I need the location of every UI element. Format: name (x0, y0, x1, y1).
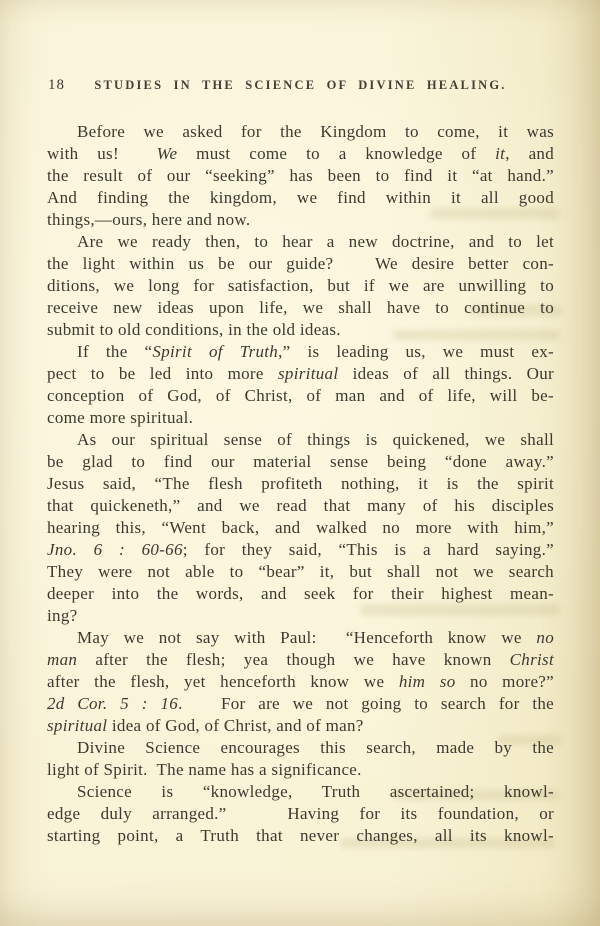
text-line (47, 209, 554, 231)
text-run: Before we asked for the Kingdom to come, it was (77, 122, 554, 141)
italic-run: Spirit of Truth (152, 342, 279, 361)
text-line (47, 627, 554, 649)
italic-run: man (47, 650, 78, 669)
text-run: hearing this, “Went back, and walked no more with him,” (47, 518, 554, 537)
text-run: They were not able to “bear” it, but shall not we search (47, 562, 554, 581)
text-run: Divine Science encourages this search, made by the (77, 738, 554, 757)
text-line (47, 385, 554, 407)
text-line (47, 583, 554, 605)
text-run: idea of God, of Christ, and of man? (107, 716, 364, 735)
text-run: the result of our “seeking” has been to find it “at hand.” (47, 166, 554, 185)
text-run: Are we ready then, to hear a new doctrine, and to let (77, 232, 554, 251)
text-line (47, 429, 554, 451)
text-run: Jesus said, “The flesh profiteth nothing, it is the spirit (47, 474, 554, 493)
text-run: pect to be led into more (47, 364, 279, 383)
paragraph (47, 781, 554, 847)
text-line (47, 253, 554, 275)
text-line (47, 341, 554, 363)
italic-run: it (495, 144, 506, 163)
text-line (47, 451, 554, 473)
text-run: must come to a knowledge of (177, 144, 496, 163)
text-run: receive new ideas upon life, we shall have to continue to (47, 298, 554, 317)
text-line (47, 715, 554, 737)
running-title: STUDIES IN THE SCIENCE OF DIVINE HEALING. (94, 78, 507, 92)
text-run: edge duly arranged.” Having for its foundation, or (47, 804, 554, 823)
paragraph (47, 429, 554, 627)
paragraph (47, 737, 554, 781)
text-line (47, 781, 554, 803)
text-run: May we not say with Paul: “Henceforth know we (77, 628, 537, 647)
text-run: that quickeneth,” and we read that many of his disciples (47, 496, 554, 515)
text-line (47, 517, 554, 539)
text-run: Science is “knowledge, Truth ascertained; knowl- (77, 782, 554, 801)
text-run: ; for they said, “This is a hard saying.” (182, 540, 554, 559)
text-run: conception of God, of Christ, of man and of life, will be- (47, 386, 554, 405)
text-line (47, 671, 554, 693)
text-run: be glad to find our material sense being “done away.” (47, 452, 554, 471)
text-run: ditions, we long for satisfaction, but if we are unwilling to (47, 276, 554, 295)
text-line (47, 737, 554, 759)
text-line (47, 363, 554, 385)
text-line (47, 407, 554, 429)
text-line (47, 187, 554, 209)
text-line (47, 649, 554, 671)
text-run: deeper into the words, and seek for their highest mean- (47, 584, 554, 603)
paragraph (47, 627, 554, 737)
text-run: ing? (47, 606, 78, 625)
body-text (47, 121, 554, 847)
text-run: ideas of all things. Our (338, 364, 554, 383)
italic-run: spiritual (278, 364, 339, 383)
text-run: , and (505, 144, 555, 163)
paragraph (47, 231, 554, 341)
text-run: with us! (47, 144, 157, 163)
text-line (47, 825, 554, 847)
text-line (47, 143, 554, 165)
text-run: . For are we not going to search for the (178, 694, 554, 713)
text-line (47, 495, 554, 517)
text-run: starting point, a Truth that never changes, all its knowl- (47, 826, 554, 845)
text-run: after the flesh; yea though we have known (77, 650, 510, 669)
paragraph (47, 121, 554, 231)
italic-run: Jno. 6 : 60-66 (47, 540, 183, 559)
italic-run: 2d Cor. 5 : 16 (47, 694, 179, 713)
text-run: And finding the kingdom, we find within it all good (47, 188, 554, 207)
text-line (47, 231, 554, 253)
text-line (47, 539, 554, 561)
text-run: no more?” (455, 672, 554, 691)
text-line (47, 693, 554, 715)
text-run: things,—ours, here and now. (47, 210, 251, 229)
text-line (47, 297, 554, 319)
italic-run: him so (398, 672, 456, 691)
text-line (47, 275, 554, 297)
text-run: As our spiritual sense of things is quickened, we shall (77, 430, 554, 449)
text-run: the light within us be our guide? We desire better con- (47, 254, 554, 273)
text-line (47, 319, 554, 341)
page-number: 18 (48, 77, 65, 93)
text-run: come more spiritual. (47, 408, 194, 427)
italic-run: Christ (509, 650, 554, 669)
paragraph (47, 341, 554, 429)
text-line (47, 759, 554, 781)
italic-run: We (156, 144, 178, 163)
text-line (47, 605, 554, 627)
text-line (47, 561, 554, 583)
text-line (47, 803, 554, 825)
text-run: after the flesh, yet henceforth know we (47, 672, 399, 691)
italic-run: spiritual (47, 716, 108, 735)
text-run: If the “ (77, 342, 153, 361)
text-line (47, 165, 554, 187)
text-run: light of Spirit. The name has a significance. (47, 760, 362, 779)
text-line (47, 473, 554, 495)
text-line (47, 121, 554, 143)
text-run: ,” is leading us, we must ex- (278, 342, 554, 361)
italic-run: no (536, 628, 554, 647)
text-run: submit to old conditions, in the old ideas. (47, 320, 341, 339)
running-head (47, 76, 554, 96)
